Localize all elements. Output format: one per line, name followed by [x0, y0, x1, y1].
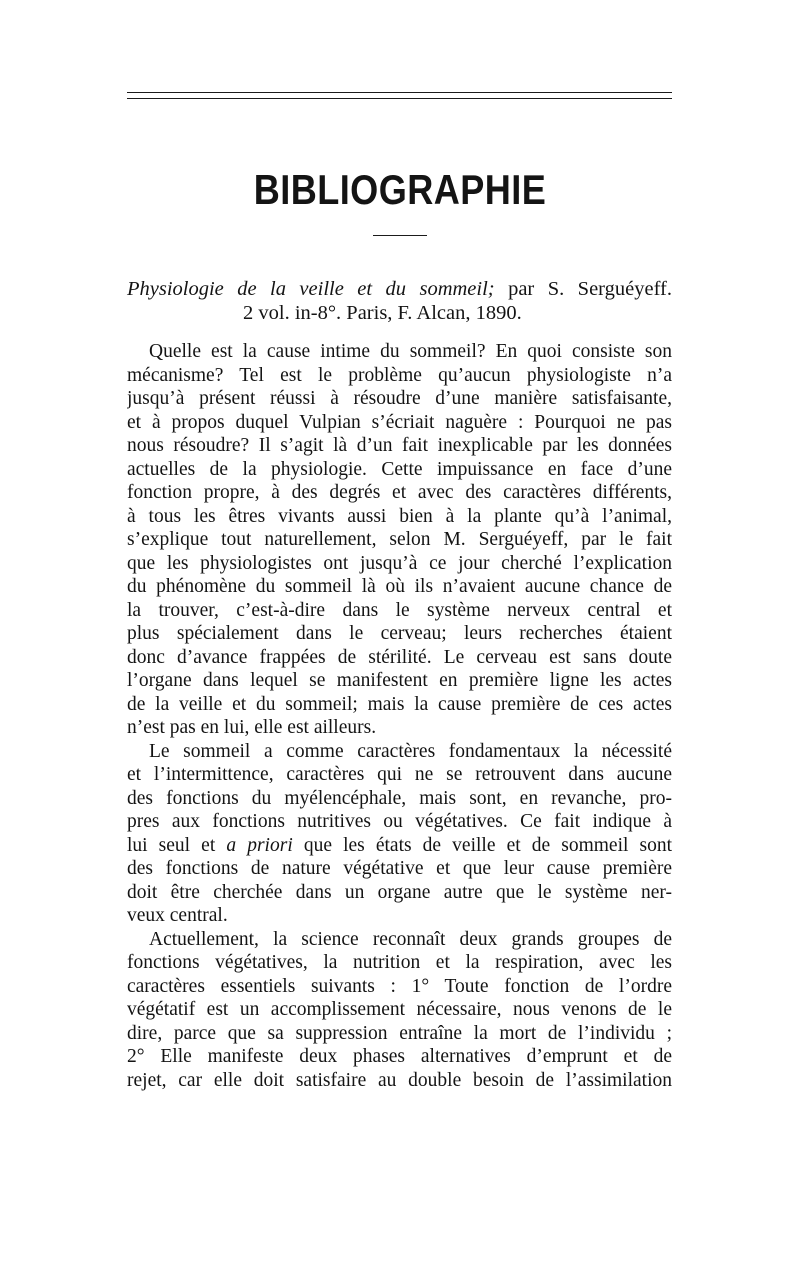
text-line: actuelles de la physiologie. Cette impuissance en face d’une: [127, 458, 672, 480]
text-line: pres aux fonctions nutritives ou végétatives. Ce fait indique à: [127, 811, 672, 832]
text-line: Actuellement, la science reconnaît deux grands groupes de: [149, 928, 672, 950]
section-heading: BIBLIOGRAPHIE: [253, 166, 547, 213]
book-citation: [127, 278, 672, 324]
citation-author: par S. Serguéyeff.: [508, 278, 672, 300]
text-line: s’explique tout naturellement, selon M. Serguéyeff, par le fait: [127, 529, 672, 550]
text-line: nous résoudre? Il s’agit là d’un fait inexplicable par les données: [127, 435, 672, 456]
text-line: de la veille et du sommeil; mais la cause première de ces actes: [127, 693, 672, 715]
paragraph-2: [127, 740, 672, 928]
heading-underline: [373, 235, 427, 236]
text-line: rejet, car elle doit satisfaire au double besoin de l’assimilation: [127, 1069, 672, 1091]
text-line: Le sommeil a comme caractères fondamentaux la nécessité: [149, 740, 672, 762]
text-line: des fonctions du myélencéphale, mais sont, en revanche, pro-: [127, 787, 672, 809]
citation-title: Physiologie de la veille et du sommeil;: [127, 278, 495, 300]
text-line: dire, parce que sa suppression entraîne la mort de l’individu ;: [127, 1022, 672, 1044]
review-body: [127, 340, 672, 1092]
citation-publication: 2 vol. in-8°. Paris, F. Alcan, 1890.: [243, 302, 522, 324]
text-line: fonction propre, à des degrés et avec des caractères différents,: [127, 482, 672, 503]
text-line: veux central.: [127, 905, 228, 926]
text-line: donc d’avance frappées de stérilité. Le cerveau est sans doute: [127, 646, 672, 668]
header-rule-top: [127, 92, 672, 93]
text-line: et à propos duquel Vulpian s’écriait naguère : Pourquoi ne pas: [127, 411, 672, 433]
text-line: plus spécialement dans le cerveau; leurs recherches étaient: [127, 623, 672, 644]
text-line: Quelle est la cause intime du sommeil? En quoi consiste son: [149, 341, 672, 362]
text-line: mécanisme? Tel est le problème qu’aucun physiologiste n’a: [127, 364, 672, 386]
citation-line-1: [127, 278, 672, 300]
header-rule-bottom: [127, 98, 672, 99]
text-line: et l’intermittence, caractères qui ne se retrouvent dans aucune: [127, 764, 672, 785]
text-line: végétatif est un accomplissement nécessaire, nous venons de le: [127, 999, 672, 1020]
text-line: caractères essentiels suivants : 1° Toute fonction de l’ordre: [127, 975, 672, 997]
paragraph-3: [127, 928, 672, 1093]
text-line: 2° Elle manifeste deux phases alternatives d’emprunt et de: [127, 1046, 672, 1067]
paragraph-1: [127, 340, 672, 740]
text-line-mixed: [127, 834, 672, 858]
text-line: à tous les êtres vivants aussi bien à la plante qu’à l’animal,: [127, 505, 672, 527]
text-line: du phénomène du sommeil là où ils n’avaient aucune chance de: [127, 576, 672, 597]
text-line: n’est pas en lui, elle est ailleurs.: [127, 717, 377, 738]
text-line: des fonctions de nature végétative et que leur cause première: [127, 858, 672, 879]
text-line: que les physiologistes ont jusqu’à ce jour cherché l’explication: [127, 552, 672, 574]
text-line: fonctions végétatives, la nutrition et la respiration, avec les: [127, 952, 672, 973]
text-segment: lui seul et: [127, 834, 216, 856]
text-segment: que les états de veille et de sommeil sont: [303, 834, 672, 856]
text-line: la trouver, c’est-à-dire dans le système nerveux central et: [127, 599, 672, 621]
text-line: doit être cherchée dans un organe autre que le système ner-: [127, 881, 672, 903]
text-line: l’organe dans lequel se manifestent en première ligne les actes: [127, 670, 672, 691]
text-line: jusqu’à présent réussi à résoudre d’une manière satisfaisante,: [127, 388, 672, 409]
italic-phrase: a priori: [226, 834, 293, 856]
